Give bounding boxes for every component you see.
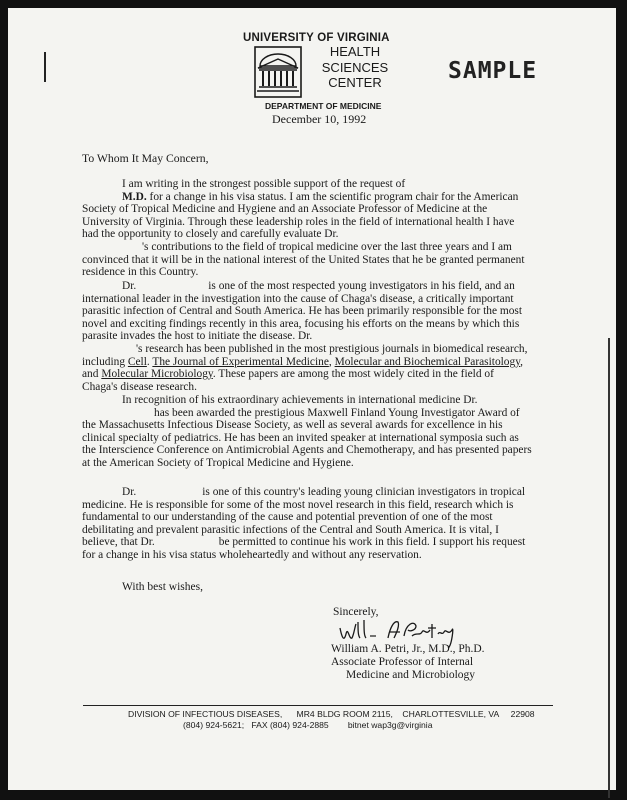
signer-title: Medicine and Microbiology (346, 669, 476, 681)
sincerely: Sincerely, (333, 606, 379, 618)
scan-edge-mark (608, 338, 610, 798)
letter-date: December 10, 1992 (272, 112, 367, 126)
salutation: To Whom It May Concern, (82, 152, 209, 165)
footer-contact: (804) 924-5621; FAX (804) 924-2885 bitnet wap3g@virginia (183, 720, 433, 730)
closing: With best wishes, (122, 581, 203, 593)
footer-divider (83, 705, 553, 706)
scan-mark (44, 52, 46, 82)
paragraph-2: Dr. is one of the most respected young investigators in his field, and an international leader in the investigation into the cause of Chaga's disease, a critically important parasitic infection of Central and South America. He has been primarily responsible for the most novel and exciting findings recently in this area, focusing his efforts on the means by which this parasite invades the host to initiate the disease. Dr. 's research has been published in the most prestigious journals in biomedical research, including Cell. The Journal of Experimental Medicine, Molecular and Biochemical Parasitology, and Molecular Microbiology. These papers are among the most widely cited in the field of Chaga's disease research. (82, 280, 528, 393)
paragraph-4: Dr. is one of this country's leading young clinician investigators in tropical medicine. He is responsible for some of the most novel research in this field, research which is fundamental to our understanding of the cause and potential prevention of one of the most debilitating and prevalent parasitic infections of the Central and South America. It is vital, I believe, that Dr. be permitted to continue his work in this field. I support his request for a change in his visa status wholeheartedly and without any reservation. (82, 486, 526, 561)
paragraph-1: I am writing in the strongest possible support of the request of M.D. for a change in his visa status. I am the scientific program chair for the American Society of Tropical Medicine and Hygiene and an Associate Professor of Medicine at the University of Virginia. Through these leadership roles in the field of international health I have had the opportunity to closely and carefully evaluate Dr. 's contributions to the field of tropical medicine over the last three years and I am convinced that it will be in the national interest of the United States that he be granted permanent residence in this Country. (82, 178, 525, 279)
signer-title: Associate Professor of Internal (331, 656, 474, 668)
signature-block (331, 643, 485, 682)
center-line: CENTER (328, 75, 382, 90)
center-line: SCIENCES (321, 59, 389, 75)
footer-address: DIVISION OF INFECTIOUS DISEASES, MR4 BLDG ROOM 2115, CHARLOTTESVILLE, VA 22908 (128, 709, 535, 719)
paragraph-3: In recognition of his extraordinary achievements in international medicine Dr. has been awarded the prestigious Maxwell Finland Young Investigator Award of the Massachusetts Infectious Disease Society, as well as several awards for excellence in his clinical specialty of pediatrics. He has been an invited speaker at international symposia such as the Interscience Conference on Antimicrobial Agents and Chemotherapy, and has presented papers at the American Society of Tropical Medicine and Hygiene. (82, 394, 532, 469)
center-line: HEALTH (329, 44, 381, 59)
letter-page (8, 8, 616, 790)
health-sciences-center (320, 44, 390, 91)
signer-name: William A. Petri, Jr., M.D., Ph.D. (331, 643, 485, 655)
rotunda-logo-icon (254, 46, 302, 98)
department-name: DEPARTMENT OF MEDICINE (265, 101, 382, 111)
university-name: UNIVERSITY OF VIRGINIA (243, 32, 390, 44)
sample-stamp: SAMPLE (448, 58, 538, 84)
